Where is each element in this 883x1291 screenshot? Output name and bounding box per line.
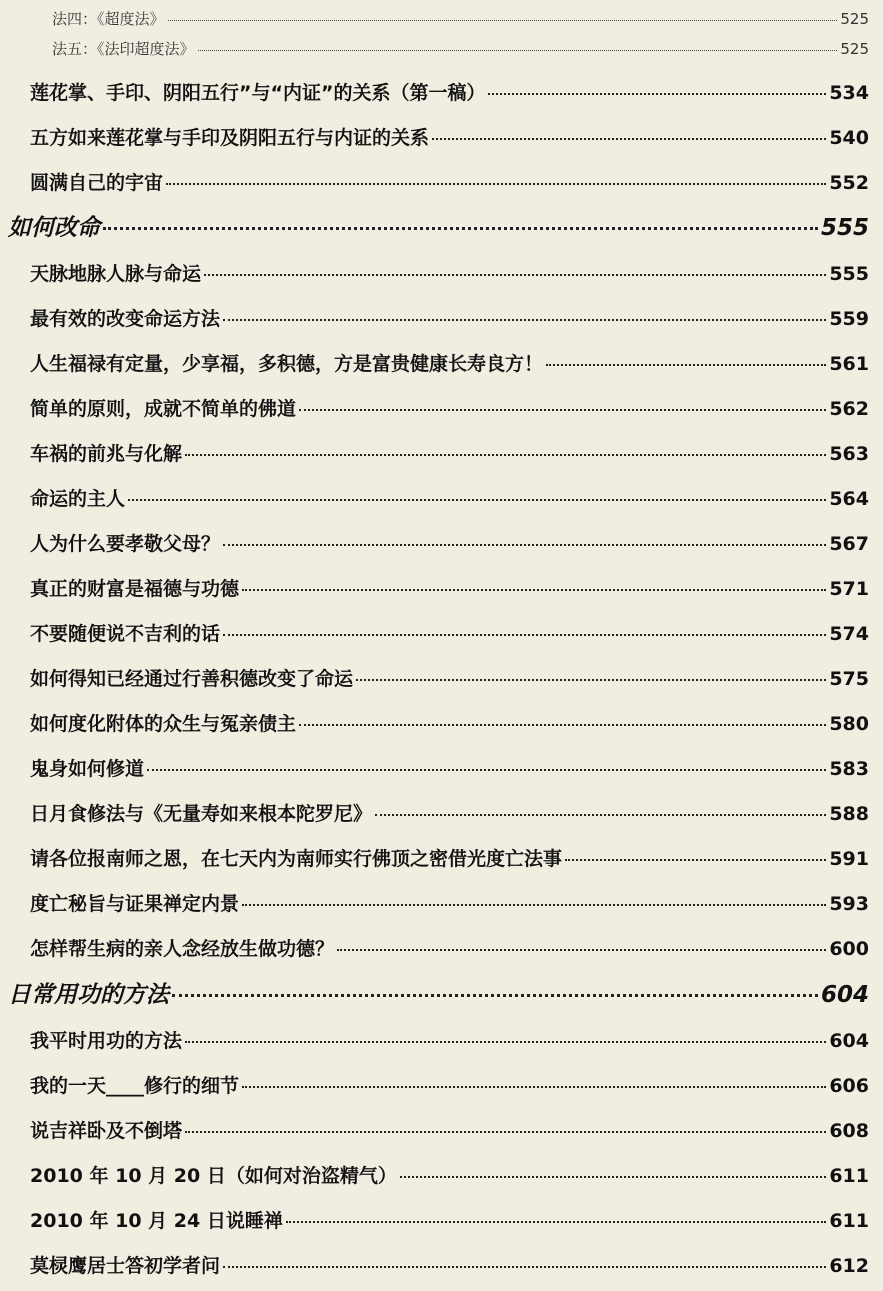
toc-subentry[interactable] <box>52 38 869 60</box>
toc-page-number: 561 <box>829 353 869 375</box>
toc-title: 日月食修法与《无量寿如来根本陀罗尼》 <box>30 803 373 825</box>
dot-leader <box>546 364 826 366</box>
dot-leader <box>299 724 826 726</box>
dot-leader <box>223 634 826 636</box>
toc-page-number: 574 <box>829 623 869 645</box>
toc-title: 天脉地脉人脉与命运 <box>30 263 202 285</box>
toc-entry[interactable] <box>30 1026 869 1056</box>
toc-section-title: 如何改命 <box>8 214 100 241</box>
dot-leader <box>242 589 826 591</box>
toc-title: 法四：《超度法》 <box>52 10 165 28</box>
toc-entry[interactable] <box>30 1116 869 1146</box>
dot-leader <box>565 859 826 861</box>
toc-page-number: 564 <box>829 488 869 510</box>
toc-entry[interactable] <box>30 304 869 334</box>
toc-title: 说吉祥卧及不倒塔 <box>30 1120 183 1142</box>
toc-entry[interactable] <box>30 349 869 379</box>
toc-title: 我的一天____修行的细节 <box>30 1075 240 1097</box>
toc-page-number: 563 <box>829 443 869 465</box>
dot-leader <box>172 994 818 997</box>
dot-leader <box>432 138 826 140</box>
toc-section-heading[interactable] <box>8 976 869 1010</box>
toc-page-number: 567 <box>829 533 869 555</box>
toc-subentry[interactable] <box>52 8 869 30</box>
dot-leader <box>286 1221 826 1223</box>
toc-page-number: 562 <box>829 398 869 420</box>
toc-title: 2010 年 10 月 24 日说睡禅 <box>30 1210 283 1232</box>
toc-page-number: 612 <box>829 1255 869 1277</box>
dot-leader <box>375 814 826 816</box>
toc-title: 莲花掌、手印、阴阳五行”与“内证”的关系（第一稿） <box>30 82 486 104</box>
toc-title: 命运的主人 <box>30 488 126 510</box>
toc-entry[interactable] <box>30 1206 869 1236</box>
toc-page-number: 588 <box>829 803 869 825</box>
toc-entry[interactable] <box>30 574 869 604</box>
toc-entry[interactable] <box>30 1251 869 1281</box>
toc-entry[interactable] <box>30 709 869 739</box>
toc-entry[interactable] <box>30 123 869 153</box>
toc-page-number: 540 <box>829 127 869 149</box>
toc-page-number: 604 <box>829 1030 869 1052</box>
toc-title: 人生福禄有定量，少享福，多积德，方是富贵健康长寿良方！ <box>30 353 544 375</box>
dot-leader <box>198 50 838 51</box>
toc-title: 怎样帮生病的亲人念经放生做功德？ <box>30 938 335 960</box>
toc-title: 圆满自己的宇宙 <box>30 172 164 194</box>
toc-page-number: 534 <box>829 82 869 104</box>
toc-entry[interactable] <box>30 844 869 874</box>
toc-title: 莫棂鹰居士答初学者问 <box>30 1255 221 1277</box>
toc-title: 如何度化附体的众生与冤亲债主 <box>30 713 297 735</box>
dot-leader <box>166 183 826 185</box>
toc-title: 简单的原则，成就不简单的佛道 <box>30 398 297 420</box>
toc-entry[interactable] <box>30 78 869 108</box>
toc-title: 我平时用功的方法 <box>30 1030 183 1052</box>
toc-page-number: 552 <box>829 172 869 194</box>
toc-title: 真正的财富是福德与功德 <box>30 578 240 600</box>
toc-entry[interactable] <box>30 619 869 649</box>
toc-page-number: 571 <box>829 578 869 600</box>
toc-title: 最有效的改变命运方法 <box>30 308 221 330</box>
toc-page-number: 575 <box>829 668 869 690</box>
toc-entry[interactable] <box>30 529 869 559</box>
toc-section-title: 日常用功的方法 <box>8 981 169 1008</box>
toc-page-number: 555 <box>829 263 869 285</box>
toc-page-number: 559 <box>829 308 869 330</box>
toc-title: 车祸的前兆与化解 <box>30 443 183 465</box>
dot-leader <box>147 769 826 771</box>
toc-title: 鬼身如何修道 <box>30 758 145 780</box>
toc-page-number: 580 <box>829 713 869 735</box>
toc-title: 2010 年 10 月 20 日（如何对治盗精气） <box>30 1165 397 1187</box>
dot-leader <box>204 274 826 276</box>
toc-entry[interactable] <box>30 1161 869 1191</box>
toc-title: 如何得知已经通过行善积德改变了命运 <box>30 668 354 690</box>
toc-page-number: 611 <box>829 1165 869 1187</box>
toc-page-number: 525 <box>840 10 869 28</box>
dot-leader <box>223 1266 826 1268</box>
dot-leader <box>168 20 838 21</box>
toc-entry[interactable] <box>30 439 869 469</box>
dot-leader <box>223 544 826 546</box>
dot-leader <box>223 319 826 321</box>
dot-leader <box>128 499 826 501</box>
toc-entry[interactable] <box>30 799 869 829</box>
toc-entry[interactable] <box>30 394 869 424</box>
dot-leader <box>299 409 826 411</box>
toc-page-number: 606 <box>829 1075 869 1097</box>
toc-entry[interactable] <box>30 664 869 694</box>
toc-entry[interactable] <box>30 259 869 289</box>
dot-leader <box>185 454 826 456</box>
toc-entry[interactable] <box>30 754 869 784</box>
toc-page-number: 591 <box>829 848 869 870</box>
toc-page-number: 600 <box>829 938 869 960</box>
toc-page-number: 583 <box>829 758 869 780</box>
toc-title: 五方如来莲花掌与手印及阴阳五行与内证的关系 <box>30 127 430 149</box>
toc-title: 请各位报南师之恩，在七天内为南师实行佛顶之密借光度亡法事 <box>30 848 563 870</box>
toc-entry[interactable] <box>30 889 869 919</box>
toc-title: 度亡秘旨与证果禅定内景 <box>30 893 240 915</box>
dot-leader <box>488 93 826 95</box>
toc-entry[interactable] <box>30 934 869 964</box>
dot-leader <box>242 1086 826 1088</box>
toc-title: 法五：《法印超度法》 <box>52 40 195 58</box>
dot-leader <box>242 904 826 906</box>
toc-entry[interactable] <box>30 168 869 198</box>
dot-leader <box>103 227 818 230</box>
toc-page-number: 604 <box>820 982 869 1008</box>
toc-title: 不要随便说不吉利的话 <box>30 623 221 645</box>
toc-entry[interactable] <box>30 1071 869 1101</box>
toc-title: 人为什么要孝敬父母？ <box>30 533 221 555</box>
dot-leader <box>400 1176 826 1178</box>
toc-page-number: 608 <box>829 1120 869 1142</box>
dot-leader <box>185 1041 826 1043</box>
toc-page-number: 593 <box>829 893 869 915</box>
toc-page-number: 611 <box>829 1210 869 1232</box>
toc-entry[interactable] <box>30 484 869 514</box>
dot-leader <box>185 1131 826 1133</box>
dot-leader <box>356 679 826 681</box>
toc-page-number: 525 <box>840 40 869 58</box>
dot-leader <box>337 949 826 951</box>
toc-page-number: 555 <box>820 215 869 241</box>
toc-section-heading[interactable] <box>8 209 869 243</box>
